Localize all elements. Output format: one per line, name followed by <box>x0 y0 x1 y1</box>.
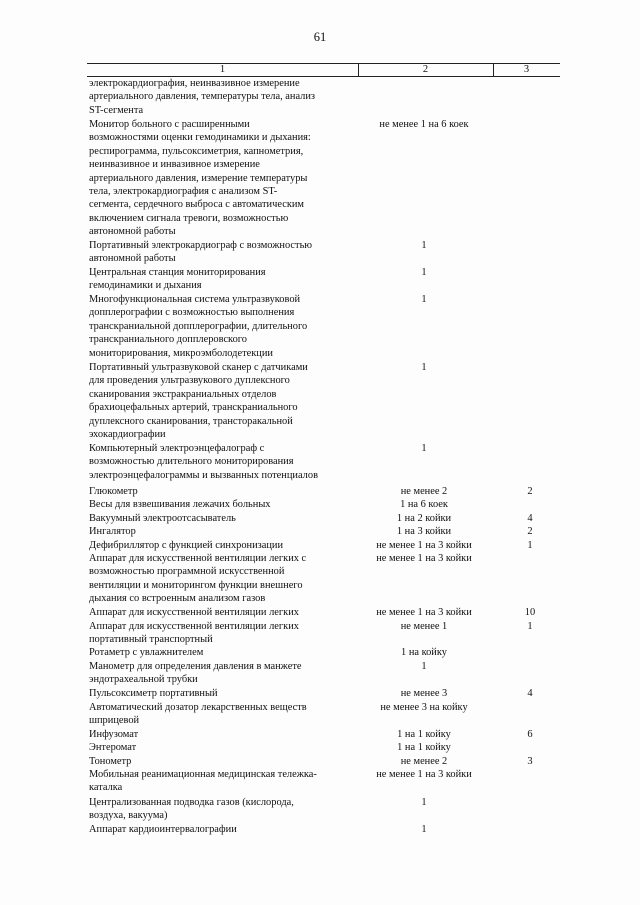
equipment-extra-quantity: 2 <box>527 486 533 497</box>
equipment-extra-quantity: 4 <box>527 688 533 699</box>
equipment-quantity: 1 <box>421 443 427 454</box>
equipment-quantity: 1 на 1 койку <box>397 729 451 740</box>
equipment-name: Портативный электрокардиограф с возможностью автономной работы <box>89 240 313 265</box>
equipment-name: Тонометр <box>89 756 132 767</box>
equipment-extra-quantity: 2 <box>527 526 533 537</box>
equipment-quantity: 1 <box>421 824 427 835</box>
equipment-quantity: 1 на койку <box>401 647 447 658</box>
equipment-name: Вакуумный электроотсасыватель <box>89 513 236 524</box>
equipment-extra-quantity: 4 <box>527 513 533 524</box>
equipment-name: Глюкометр <box>89 486 138 497</box>
equipment-name: Инфузомат <box>89 729 139 740</box>
equipment-name: Энтеромат <box>89 742 137 753</box>
equipment-quantity: не менее 2 <box>400 486 448 497</box>
equipment-quantity: 1 <box>421 797 427 808</box>
equipment-name: Монитор больного с расширенными возможностями оценки гемодинамики и дыхания: респирограмма, пульсоксиметрия, капнометрия, неинвазивное и инвазивное измерение артериального давления, измерение температуры тела, электрокардиография с анализом ST- сегмента, сердечного выброса с автоматическим включением сигнала тревоги, возможностью автономной работы <box>89 119 311 238</box>
equipment-name: Ингалятор <box>89 526 136 537</box>
equipment-quantity: 1 <box>421 294 427 305</box>
equipment-quantity: не менее 3 на койку <box>380 702 468 713</box>
equipment-name: Мобильная реанимационная медицинская тележка- каталка <box>89 769 317 794</box>
equipment-quantity: не менее 1 на 6 коек <box>379 119 469 130</box>
equipment-name: Центральная станция мониторирования гемодинамики и дыхания <box>89 267 266 292</box>
equipment-name: Аппарат для искусственной вентиляции легких <box>89 607 299 618</box>
equipment-quantity: 1 <box>421 240 427 251</box>
equipment-name: Весы для взвешивания лежачих больных <box>89 499 271 510</box>
equipment-extra-quantity: 1 <box>527 540 533 551</box>
equipment-extra-quantity: 1 <box>527 621 533 632</box>
equipment-quantity: 1 <box>421 362 427 373</box>
equipment-name: Пульсоксиметр портативный <box>89 688 218 699</box>
equipment-name: Автоматический дозатор лекарственных веществ шприцевой <box>89 702 307 727</box>
page-number: 61 <box>313 30 327 44</box>
equipment-quantity: 1 <box>421 661 427 672</box>
equipment-quantity: 1 на 3 койки <box>396 526 452 537</box>
equipment-name: Дефибриллятор с функцией синхронизации <box>89 540 284 551</box>
equipment-name: Аппарат для искусственной вентиляции легких портативный транспортный <box>89 621 299 646</box>
equipment-name: Компьютерный электроэнцефалограф с возможностью длительного мониторирования электроэнцефалограммы и вызванных потенциалов <box>89 443 318 481</box>
equipment-quantity: 1 на 1 койку <box>397 742 451 753</box>
equipment-name: Ротаметр с увлажнителем <box>89 647 204 658</box>
header-col-3: 3 <box>523 64 530 75</box>
header-col-1: 1 <box>219 64 226 75</box>
equipment-name: Централизованная подводка газов (кислорода, воздуха, вакуума) <box>89 797 294 822</box>
equipment-quantity: 1 на 2 койки <box>396 513 452 524</box>
equipment-quantity: 1 на 6 коек <box>400 499 448 510</box>
equipment-quantity: не менее 2 <box>400 756 448 767</box>
table-header <box>87 63 560 77</box>
equipment-quantity: не менее 1 на 3 койки <box>376 607 472 618</box>
equipment-quantity: не менее 1 на 3 койки <box>376 769 472 780</box>
equipment-name: Портативный ультразвуковой сканер с датчиками для проведения ультразвукового дуплексного сканирования экстракраниальных отделов брахиоцефальных артерий, транскраниального дуплексного сканирования, трансторакальной эхокардиографии <box>89 362 308 441</box>
equipment-quantity: не менее 3 <box>400 688 448 699</box>
equipment-extra-quantity: 3 <box>527 756 533 767</box>
equipment-name: электрокардиография, неинвазивное измерение артериального давления, температуры тела, анализ ST-сегмента <box>89 78 316 116</box>
equipment-extra-quantity: 6 <box>527 729 533 740</box>
equipment-extra-quantity: 10 <box>524 607 536 618</box>
equipment-name: Манометр для определения давления в манжете эндотрахеальной трубки <box>89 661 302 686</box>
header-col-2: 2 <box>422 64 429 75</box>
equipment-name: Многофункциональная система ультразвуковой допплерографии с возможностью выполнения транскраниальной допплерографии, длительного транскраниального допплеровского мониторирования, микроэмболодетекции <box>89 294 308 359</box>
equipment-quantity: не менее 1 <box>400 621 448 632</box>
equipment-quantity: не менее 1 на 3 койки <box>376 553 472 564</box>
equipment-name: Аппарат для искусственной вентиляции легких с возможностью программной искусственной вентиляции и мониторингом функции внешнего дыхания со встроенным анализом газов <box>89 553 307 605</box>
equipment-name: Аппарат кардиоинтервалографии <box>89 824 237 835</box>
equipment-quantity: 1 <box>421 267 427 278</box>
equipment-quantity: не менее 1 на 3 койки <box>376 540 472 551</box>
